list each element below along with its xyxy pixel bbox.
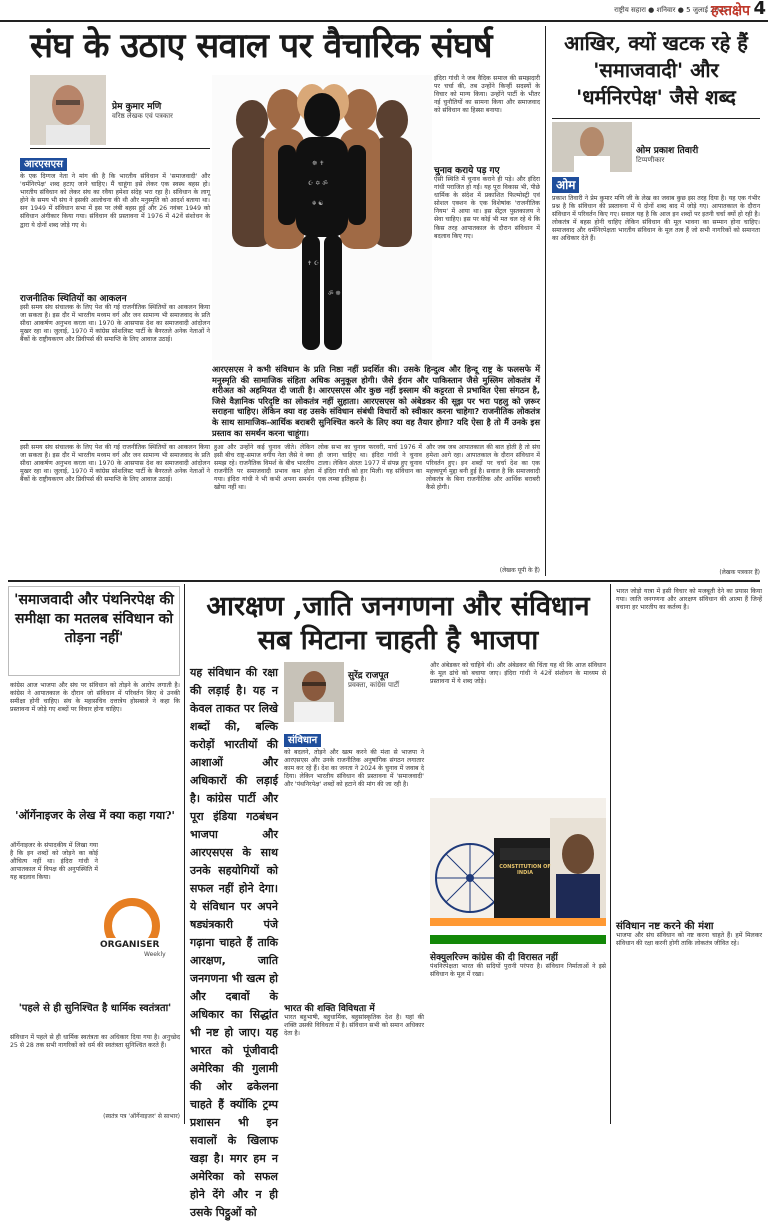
bottom-headline: आरक्षण ,जाति जनगणना और संविधान सब मिटाना चाहती है भाजपा bbox=[206, 591, 590, 656]
bottom-text-b2: पंथनिरपेक्षता भारत की सदियों पुरानी परंपरा है। संविधान निर्माताओं ने इसे संविधान के मूल में रखा। bbox=[430, 963, 606, 979]
bottom-text-c: भारत जोड़ो यात्रा में इसी विचार को मजबूती देने का प्रयास किया गया। जाति जनगणना और आरक्षण संविधान की आत्मा हैं जिन्हें बचाना हर भारतीय का कर्तव्य है। bbox=[616, 588, 762, 612]
lead-col2-text2: ऐसी स्थिति में चुनाव कराने ही पड़े। और इंदिरा गांधी पराजित हो गईं। यह पूरा विकास भी, पीछे धार्मिक के संदेश में प्रकाशित फिल्मोस्ट्री एवं सोशल एक्शन के एक विशेषांक 'राजनीतिक नियम' में आया था। इस सेंट्रल पुस्तकालय ने सेवा चाहिए। इस पर कोई भी मत चल रहे थे कि किस तरह आपातकाल के दौरान संविधान में बदलाव किए गए। bbox=[434, 176, 540, 240]
bottom-subhead-c: संविधान नष्ट करने की मंशा bbox=[616, 921, 714, 932]
right-headline: आखिर, क्यों खटक रहे हैं 'समाजवादी' और 'धर्मनिरपेक्ष' जैसे शब्द bbox=[564, 31, 748, 109]
left-bottom-quote: 'पहले से ही सुनिश्चित है धार्मिक स्वतंत्रता' bbox=[18, 1003, 172, 1014]
right-body bbox=[552, 174, 760, 568]
constitution-image bbox=[430, 798, 606, 944]
left-bottom-credit: (स्वतंत्र पत्र 'ऑर्गेनाइजर' से साभार) bbox=[103, 1113, 180, 1120]
left-bottom-headline: 'समाजवादी और पंथनिरपेक्ष की समीक्षा का मतलब संविधान को तोड़ना नहीं' bbox=[14, 592, 174, 646]
lead-kicker: आरएसएस bbox=[20, 158, 67, 171]
bottom-subhead-b: सेक्युलरिज्म कांग्रेस की दी विरासत नहीं bbox=[430, 953, 558, 963]
lead-bottom-col-2: लोक सभा का चुनाव फरवरी, मार्च 1976 में ही जाना चाहिए था। इंदिरा गांधी ने चुनाव टाला। लेकिन अंततः 1977 में संपन्न हुए चुनाव में इंदिरा गांधी को हार मिली। यह संविधान का एक लम्बा इतिहास है। bbox=[318, 444, 422, 484]
lead-author-desc: वरिष्ठ लेखक एवं पत्रकार bbox=[112, 112, 173, 120]
bottom-text-a: को बदलने, तोड़ने और खत्म करने की मंशा से भाजपा ने आरएसएस और उनके राजनीतिक अनुषांगिक संगठन लगातार काम कर रहे हैं। देश का जनता ने 2024 के चुनाव में जवाब दे दिया। लेकिन भारतीय संविधान की प्रस्तावना में 'समाजवादी' और 'पंथनिरपेक्ष' शब्दों को हटाने की मांग की जा रही है। bbox=[284, 749, 424, 789]
bottom-col-c bbox=[616, 588, 762, 1118]
lead-column-1 bbox=[20, 152, 210, 428]
right-author-photo bbox=[552, 122, 632, 172]
svg-text:☪ ✡ ॐ: ☪ ✡ ॐ bbox=[308, 180, 328, 187]
page-number: 4 bbox=[753, 0, 766, 19]
page-header bbox=[0, 0, 768, 22]
dateline: राष्ट्रीय सहारा ● शनिवार ● 5 जुलाई 2025 bbox=[614, 6, 728, 14]
lead-credit: (लेखक यूपी के हैं) bbox=[499, 567, 540, 574]
left-bottom-headline-box bbox=[8, 586, 180, 676]
bottom-col-a bbox=[284, 728, 424, 1113]
bottom-col-b bbox=[430, 950, 606, 1114]
bottom-author-photo bbox=[284, 662, 344, 722]
lead-subhead-1: राजनीतिक स्थितियों का आकलन bbox=[20, 294, 127, 304]
organiser-logo-text: ORGANISER bbox=[100, 940, 160, 950]
lead-bottom-col-1: हुआ और उन्होंने कई चुनाव जीते। लेकिन इसी बीच राष्ट्र-समाज वर्गीय नेता जैसे वे क्या समझ रहे। राजनैतिक विमर्श के बीच भारतीय राजनीति पर समाजवादी प्रभाव कम होता गया। इंदिरा गांधी ने भी कभी अपना समर्थन खोया नहीं था। bbox=[214, 444, 314, 492]
lead-author-photo bbox=[30, 75, 106, 145]
right-text: प्रकाश तिवारी ने प्रेम कुमार मणि जी के लेख का जवाब कुछ इस तरह दिया है। यह एक गंभीर प्रश्न है कि संविधान की प्रस्तावना में ये दोनों शब्द बाद में जोड़े गए। आपातकाल के दौरान संविधान में परिवर्तन किए गए। सवाल यह है कि आज इन शब्दों पर इतनी चर्चा क्यों हो रही है। लोकतंत्र में बहस होनी चाहिए लेकिन संविधान की मूल भावना का सम्मान होना चाहिए। समाजवाद और धर्मनिरपेक्षता भारतीय संविधान के मूल तत्व हैं जो सभी नागरिकों को समानता का अधिकार देते हैं। bbox=[552, 195, 760, 243]
left-bottom-text2: ऑर्गेनाइजर के संपादकीय में लिखा गया है कि इन शब्दों को जोड़ने का कोई औचित्य नहीं था। इंदिरा गांधी ने आपातकाल में विपक्ष की अनुपस्थिति में यह बदलाव किया। bbox=[10, 842, 98, 882]
svg-text:ॐ ☸: ॐ ☸ bbox=[328, 290, 341, 297]
right-credit: (लेखक पत्रकार हैं) bbox=[719, 569, 760, 576]
brand-logo: हस्तक्षेप bbox=[711, 3, 750, 19]
svg-text:☬ ☯: ☬ ☯ bbox=[312, 200, 324, 207]
left-bottom-text: कांग्रेस आज भाजपा और संघ पर संविधान को तोड़ने के आरोप लगाती है। कांग्रेस ने आपातकाल के दौरान जो संविधान में परिवर्तन किए थे उनकी समीक्षा होनी चाहिए। संघ के महासचिव दत्तात्रेय होसबाले ने कहा कि प्रस्तावना में जोड़े गए शब्दों पर विचार होना चाहिए। bbox=[10, 682, 180, 714]
bottom-subhead-a: भारत की शक्ति विविधता में bbox=[284, 1004, 375, 1014]
lead-col1-text: के एक दिग्गज नेता ने मांग की है कि भारतीय संविधान में 'समाजवादी' और 'धर्मनिरपेक्ष' शब्द हटाए जाने चाहिए। मैं चाहूंगा इसे लेकर एक स्वस्थ बहस हो। भारतीय संविधान को लेकर संघ का रवैया हमेशा संदेह भरा रहा है। संविधान के लागू होने के समय भी संघ ने इसकी आलोचना की थी और मनुस्मृति को आदर्श बताया था। सन 1949 में संविधान सभा में इस पर लंबी बहस हुई और 26 नवंबर 1949 को संविधान अंगीकार किया गया। संविधान की प्रस्तावना में 1976 में 42वें संशोधन के द्वारा ये दोनों शब्द जोड़े गए थे। bbox=[20, 173, 210, 229]
organiser-logo-sub: Weekly bbox=[144, 951, 166, 958]
svg-text:☸ ✝: ☸ ✝ bbox=[312, 160, 325, 167]
organiser-logo bbox=[100, 892, 180, 972]
bottom-author-name: सुरेंद्र राजपूत bbox=[348, 671, 389, 681]
bottom-text-a2: भारत बहुभाषी, बहुधार्मिक, बहुसांस्कृतिक देश है। यहां की शक्ति उसकी विविधता में है। संविधान सभी को समान अधिकार देता है। bbox=[284, 1014, 424, 1038]
bottom-text-c2: भाजपा और संघ संविधान को नष्ट करना चाहते हैं। हमें मिलकर संविधान की रक्षा करनी होगी ताकि लोकतंत्र जीवित रहे। bbox=[616, 932, 762, 948]
lead-col2-text: इंदिरा गांधी ने जब वैदिक समाज की समझदारी पर चर्चा की, तब उन्होंने किन्हीं सदस्यों के विचार को मान्य किया। उन्होंने पार्टी के भीतर नई चुनौतियों का सामना किया और समाजवाद को संविधान का हिस्सा बनाया। bbox=[434, 75, 540, 115]
lead-bottom-col-3: और जब जब आपातकाल की बात होती है तो संघ हमेशा आगे रहा। आपातकाल के दौरान संविधान में परिवर्तन हुए। इन शब्दों पर चर्चा देश का एक महत्त्वपूर्ण मुद्दा बनी हुई है। सवाल है कि समाजवादी लोकतंत्र के बिना राजनीतिक और आर्थिक बराबरी कैसे होगी। bbox=[426, 444, 540, 492]
lead-subhead-2: चुनाव कराये पड़ गए bbox=[434, 166, 500, 176]
constitution-book-label: CONSTITUTION OF INDIA bbox=[499, 864, 551, 876]
lead-photo bbox=[212, 75, 432, 360]
bottom-text-b: और अंबेडकर को चाहिये थी। और अंबेडकर की चिंता यह थी कि आज संविधान के मूल ढांचे को बचाया जाए। इंदिरा गांधी ने 42वें संशोधन के माध्यम से प्रस्तावना में ये शब्द जोड़े। bbox=[430, 662, 606, 686]
bottom-author-desc: प्रवक्ता, कांग्रेस पार्टी bbox=[348, 681, 400, 689]
right-author-desc: टिप्पणीकार bbox=[636, 156, 665, 164]
svg-text:✝ ☪: ✝ ☪ bbox=[307, 260, 320, 267]
lead-headline: संघ के उठाए सवाल पर वैचारिक संघर्ष bbox=[30, 26, 493, 66]
right-author-name: ओम प्रकाश तिवारी bbox=[636, 146, 699, 156]
lead-author-name: प्रेम कुमार मणि bbox=[112, 102, 162, 112]
bottom-kicker: संविधान bbox=[284, 734, 321, 747]
left-bottom-text3: संविधान में पहले से ही धार्मिक स्वतंत्रता का अधिकार दिया गया है। अनुच्छेद 25 से 28 तक सभी नागरिकों को धर्म की स्वतंत्रता सुनिश्चित करते हैं। bbox=[10, 1034, 180, 1050]
right-kicker: ओम bbox=[552, 177, 579, 193]
lead-col1-text2: इसी समय संघ संचालक के लिए पेश की गई राजनीतिक स्थितियों का आकलन किया जा सकता है। इस दौर में भारतीय मध्यम वर्ग और जन सामान्य भी समाजवाद के प्रति सीधा आकर्षण अनुभव करता था। 1970 के आसपास देश का समाजवादी आंदोलन मुखर रहा था। जुलाई, 1970 में कांग्रेस सोशलिस्ट पार्टी के बैनरतले अनेक नेताओं ने बैंकों के राष्ट्रीयकरण और प्रिवीपर्स की समाप्ति के लिए आवाज उठाई। bbox=[20, 304, 210, 344]
lead-bottom-col-left: इसी समय संघ संचालक के लिए पेश की गई राजनीतिक स्थितियों का आकलन किया जा सकता है। इस दौर में भारतीय मध्यम वर्ग और जन सामान्य भी समाजवाद के प्रति सीधा आकर्षण अनुभव करता था। 1970 के आसपास देश का समाजवादी आंदोलन मुखर रहा था। जुलाई, 1970 में कांग्रेस सोशलिस्ट पार्टी के बैनरतले अनेक नेताओं ने बैंकों के राष्ट्रीयकरण और प्रिवीपर्स की समाप्ति के लिए आवाज उठाई। bbox=[20, 444, 210, 484]
left-bottom-subhead: 'ऑर्गेनाइजर के लेख में क्या कहा गया?' bbox=[15, 809, 175, 822]
lead-photo-caption: आरएसएस ने कभी संविधान के प्रति निष्ठा नहीं प्रदर्शित की। उसके हिन्दुत्व और हिन्दू राष्ट्र के फलसफे में मनुस्मृति की सामाजिक संहिता अधिक अनुकूल होगी। जैसे ईरान और पाकिस्तान जैसे मुस्लिम लोकतंत्र में शरीअत को अहमियत दी जाती है। आरएसएस और कुछ नहीं इस्लाम की कट्टरता से प्रभावित ऐसा संगठन है, जिसे वैज्ञानिक परिदृष्टि का लोकतंत्र नहीं सुहाता। आरएसएस को अंबेडकर की सूझ पर भरा पहलु को ज़रूर सराहना चाहिए। लेकिन क्या वह उसके संविधान संबंधी विचारों को स्वीकार करना चाहेगा? राजनीतिक लोकतंत्र के साथ सामाजिक-आर्थिक बराबरी सुनिश्चित करने के लिए क्या वह तैयार होगा? यदि ऐसा है तो मैं उनके इस प्रस्ताव का समर्थन करना चाहूंगा। bbox=[212, 364, 540, 438]
bottom-pull-quote: यह संविधान की रक्षा की लड़ाई है। यह न केवल ताकत पर लिखे शब्दों की, बल्कि करोड़ों भारतीयों की आशाओं और अधिकारों की लड़ाई है। कांग्रेस पार्टी और पूरा इंडिया गठबंधन भाजपा और आरएसएस के साथ उनके सहयोगियों को सफल नहीं होने देगा। ये संविधान पर अपने षड्यंत्रकारी पंजे गढ़ाना चाहते हैं ताकि आरक्षण, जाति जनगणना भी खत्म हो और दबावों के अधिकार का सिद्धांत भी नष्ट हो जाए। यह भारत को पूंजीवादी अमेरिका की गुलामी की ओर ढकेलना चाहते हैं क्योंकि ट्रम्प प्रशासन भी इन सवालों के खिलाफ खड़ा है। मगर हम न अमेरिका को सफल होने देंगे और न ही उसके पिट्ठुओं को bbox=[190, 666, 278, 1219]
lead-column-2 bbox=[434, 75, 540, 360]
